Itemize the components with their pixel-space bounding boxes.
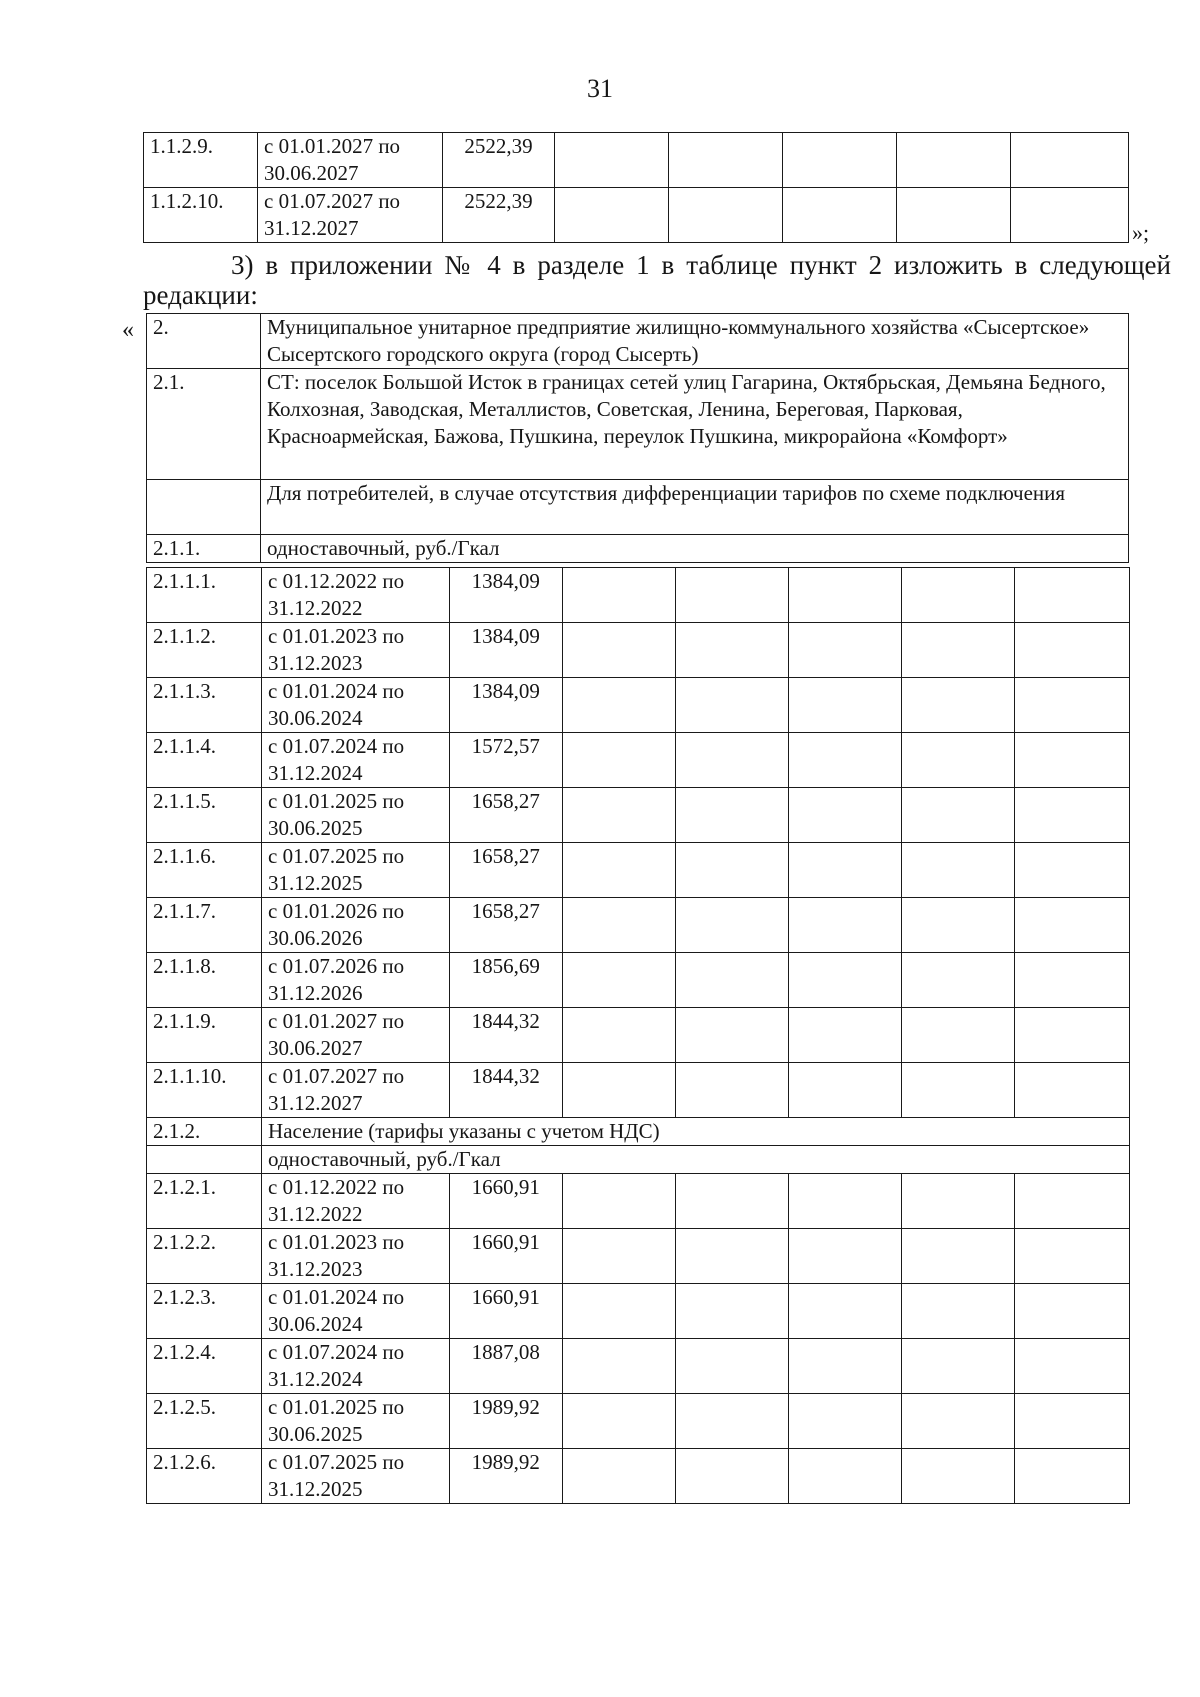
row-value: 1989,92 xyxy=(449,1449,562,1504)
empty-cell xyxy=(788,788,901,843)
empty-cell xyxy=(669,188,783,243)
empty-cell xyxy=(562,1008,675,1063)
row-number: 2.1.2.6. xyxy=(147,1449,262,1504)
empty-cell xyxy=(675,1339,788,1394)
empty-cell xyxy=(562,843,675,898)
empty-cell xyxy=(901,733,1014,788)
empty-cell xyxy=(1014,1284,1129,1339)
single-rate-num: 2.1.1. xyxy=(147,535,261,563)
empty-cell xyxy=(675,678,788,733)
empty-cell xyxy=(897,133,1011,188)
empty-cell xyxy=(675,1063,788,1118)
row-value: 1660,91 xyxy=(449,1284,562,1339)
tariff-row xyxy=(147,953,1130,1008)
row-number: 2.1.1.6. xyxy=(147,843,262,898)
row-number: 2.1.2.4. xyxy=(147,1339,262,1394)
closing-quote: »; xyxy=(1132,220,1150,245)
empty-cell xyxy=(555,133,669,188)
tariff-row xyxy=(147,1394,1130,1449)
tariff-table xyxy=(146,567,1130,1504)
empty-cell xyxy=(901,1229,1014,1284)
row-value: 1572,57 xyxy=(449,733,562,788)
tariff-row xyxy=(147,1174,1130,1229)
row-number: 2.1.2.3. xyxy=(147,1284,262,1339)
row-period: с 01.12.2022 по 31.12.2022 xyxy=(262,568,450,623)
empty-cell xyxy=(675,1008,788,1063)
row-number: 2.1.1.9. xyxy=(147,1008,262,1063)
empty-cell xyxy=(783,133,897,188)
empty-cell xyxy=(1011,188,1129,243)
empty-cell xyxy=(901,1339,1014,1394)
row-number: 2.1.1.5. xyxy=(147,788,262,843)
empty-cell xyxy=(788,1449,901,1504)
row-period: с 01.01.2025 по 30.06.2025 xyxy=(262,1394,450,1449)
row-number: 2.1.1.1. xyxy=(147,568,262,623)
empty-cell xyxy=(1014,623,1129,678)
row-value: 1384,09 xyxy=(449,623,562,678)
population-row xyxy=(147,1118,1130,1146)
population-rate-row-label: одноставочный, руб./Гкал xyxy=(262,1146,1130,1174)
tariff-row xyxy=(147,1063,1130,1118)
empty-cell xyxy=(675,1284,788,1339)
empty-cell xyxy=(562,733,675,788)
row-period: с 01.01.2027 по 30.06.2027 xyxy=(258,133,443,188)
empty-cell xyxy=(788,1339,901,1394)
population-rate-row-num xyxy=(147,1146,262,1174)
row-value: 1658,27 xyxy=(449,788,562,843)
row-period: с 01.01.2027 по 30.06.2027 xyxy=(262,1008,450,1063)
empty-cell xyxy=(901,788,1014,843)
empty-cell xyxy=(901,953,1014,1008)
empty-cell xyxy=(1014,568,1129,623)
empty-cell xyxy=(562,1229,675,1284)
row-period: с 01.01.2023 по 31.12.2023 xyxy=(262,1229,450,1284)
tariff-row xyxy=(144,188,1129,243)
row-value: 2522,39 xyxy=(443,133,555,188)
table3-body xyxy=(147,568,1130,1504)
tariff-row xyxy=(147,788,1130,843)
empty-cell xyxy=(675,1174,788,1229)
page-number: 31 xyxy=(587,74,613,103)
row-number: 2.1.1.3. xyxy=(147,678,262,733)
empty-cell xyxy=(1011,133,1129,188)
row-number: 2.1.1.8. xyxy=(147,953,262,1008)
org-name: Муниципальное унитарное предприятие жилищно-коммунального хозяйства «Сысертское» Сысертского городского округа (город Сысерть) xyxy=(261,314,1129,369)
empty-cell xyxy=(669,133,783,188)
row-number: 1.1.2.9. xyxy=(144,133,258,188)
empty-cell xyxy=(555,188,669,243)
empty-cell xyxy=(783,188,897,243)
row-number: 2.1.2.2. xyxy=(147,1229,262,1284)
empty-cell xyxy=(901,1449,1014,1504)
row-value: 1856,69 xyxy=(449,953,562,1008)
consumers-num-empty xyxy=(147,480,261,535)
empty-cell xyxy=(1014,733,1129,788)
row-period: с 01.07.2026 по 31.12.2026 xyxy=(262,953,450,1008)
empty-cell xyxy=(1014,1174,1129,1229)
st-row xyxy=(147,369,1129,480)
row-value: 1384,09 xyxy=(449,678,562,733)
empty-cell xyxy=(675,733,788,788)
empty-cell xyxy=(788,623,901,678)
row-number: 2.1.1.2. xyxy=(147,623,262,678)
row-number: 2.1.1.10. xyxy=(147,1063,262,1118)
empty-cell xyxy=(901,568,1014,623)
row-period: с 01.07.2025 по 31.12.2025 xyxy=(262,843,450,898)
single-rate-label: одноставочный, руб./Гкал xyxy=(261,535,1129,563)
tariff-row xyxy=(147,678,1130,733)
row-value: 1658,27 xyxy=(449,898,562,953)
opening-quote: « xyxy=(122,317,134,343)
empty-cell xyxy=(675,788,788,843)
consumers-row xyxy=(147,480,1129,535)
empty-cell xyxy=(901,678,1014,733)
row-period: с 01.01.2024 по 30.06.2024 xyxy=(262,678,450,733)
row-value: 1844,32 xyxy=(449,1063,562,1118)
tariff-row xyxy=(147,843,1130,898)
empty-cell xyxy=(788,1229,901,1284)
row-value: 2522,39 xyxy=(443,188,555,243)
empty-cell xyxy=(1014,788,1129,843)
empty-cell xyxy=(1014,678,1129,733)
row-value: 1989,92 xyxy=(449,1394,562,1449)
row-value: 1660,91 xyxy=(449,1174,562,1229)
row-period: с 01.07.2024 по 31.12.2024 xyxy=(262,733,450,788)
empty-cell xyxy=(562,898,675,953)
row-value: 1844,32 xyxy=(449,1008,562,1063)
row-value: 1660,91 xyxy=(449,1229,562,1284)
population-rate-row xyxy=(147,1146,1130,1174)
empty-cell xyxy=(562,568,675,623)
empty-cell xyxy=(901,843,1014,898)
population-row-num: 2.1.2. xyxy=(147,1118,262,1146)
empty-cell xyxy=(1014,1339,1129,1394)
empty-cell xyxy=(675,1229,788,1284)
row-period: с 01.01.2025 по 30.06.2025 xyxy=(262,788,450,843)
row-number: 1.1.2.10. xyxy=(144,188,258,243)
tariff-row xyxy=(147,1284,1130,1339)
row-period: с 01.12.2022 по 31.12.2022 xyxy=(262,1174,450,1229)
tariff-row xyxy=(147,1339,1130,1394)
empty-cell xyxy=(675,898,788,953)
row-number: 2.1.1.7. xyxy=(147,898,262,953)
organization-table xyxy=(146,313,1129,563)
empty-cell xyxy=(562,1174,675,1229)
tariff-row xyxy=(147,898,1130,953)
empty-cell xyxy=(788,568,901,623)
empty-cell xyxy=(788,843,901,898)
row-period: с 01.01.2026 по 30.06.2026 xyxy=(262,898,450,953)
empty-cell xyxy=(788,1174,901,1229)
empty-cell xyxy=(562,953,675,1008)
empty-cell xyxy=(1014,1394,1129,1449)
tariff-row xyxy=(147,1008,1130,1063)
empty-cell xyxy=(901,1063,1014,1118)
row-period: с 01.01.2024 по 30.06.2024 xyxy=(262,1284,450,1339)
row-period: с 01.07.2025 по 31.12.2025 xyxy=(262,1449,450,1504)
empty-cell xyxy=(901,1174,1014,1229)
empty-cell xyxy=(675,953,788,1008)
empty-cell xyxy=(788,678,901,733)
empty-cell xyxy=(901,623,1014,678)
row-value: 1384,09 xyxy=(449,568,562,623)
empty-cell xyxy=(788,1008,901,1063)
empty-cell xyxy=(1014,1229,1129,1284)
table1-body xyxy=(144,133,1129,243)
tariff-row xyxy=(147,623,1130,678)
row-number: 2.1.2.5. xyxy=(147,1394,262,1449)
row-number: 2.1.1.4. xyxy=(147,733,262,788)
empty-cell xyxy=(675,843,788,898)
empty-cell xyxy=(675,623,788,678)
empty-cell xyxy=(675,1449,788,1504)
org-row xyxy=(147,314,1129,369)
empty-cell xyxy=(788,1394,901,1449)
empty-cell xyxy=(901,1284,1014,1339)
empty-cell xyxy=(1014,843,1129,898)
empty-cell xyxy=(788,1063,901,1118)
empty-cell xyxy=(788,733,901,788)
tariff-row xyxy=(147,568,1130,623)
single-rate-row xyxy=(147,535,1129,563)
empty-cell xyxy=(1014,953,1129,1008)
empty-cell xyxy=(562,1449,675,1504)
tariff-row xyxy=(147,1229,1130,1284)
empty-cell xyxy=(788,898,901,953)
empty-cell xyxy=(1014,1008,1129,1063)
empty-cell xyxy=(562,788,675,843)
population-row-label: Население (тарифы указаны с учетом НДС) xyxy=(262,1118,1130,1146)
empty-cell xyxy=(562,1339,675,1394)
empty-cell xyxy=(562,1394,675,1449)
empty-cell xyxy=(901,898,1014,953)
tariff-row xyxy=(147,1449,1130,1504)
empty-cell xyxy=(901,1394,1014,1449)
empty-cell xyxy=(1014,1449,1129,1504)
empty-cell xyxy=(1014,898,1129,953)
tariff-table-continuation xyxy=(143,132,1129,243)
empty-cell xyxy=(562,623,675,678)
empty-cell xyxy=(675,1394,788,1449)
row-value: 1887,08 xyxy=(449,1339,562,1394)
empty-cell xyxy=(562,1063,675,1118)
tariff-row xyxy=(144,133,1129,188)
empty-cell xyxy=(901,1008,1014,1063)
empty-cell xyxy=(562,678,675,733)
tariff-row xyxy=(147,733,1130,788)
empty-cell xyxy=(788,953,901,1008)
row-period: с 01.07.2027 по 31.12.2027 xyxy=(262,1063,450,1118)
st-text: СТ: поселок Большой Исток в границах сетей улиц Гагарина, Октябрьская, Демьяна Бедного, Колхозная, Заводская, Металлистов, Советская, Ленина, Береговая, Парковая, Красноармейская, Бажова, Пушкина, переулок Пушкина, микрорайона «Комфорт» xyxy=(261,369,1129,480)
empty-cell xyxy=(562,1284,675,1339)
consumers-text: Для потребителей, в случае отсутствия дифференциации тарифов по схеме подключения xyxy=(261,480,1129,535)
st-num: 2.1. xyxy=(147,369,261,480)
empty-cell xyxy=(675,568,788,623)
row-period: с 01.07.2024 по 31.12.2024 xyxy=(262,1339,450,1394)
empty-cell xyxy=(788,1284,901,1339)
empty-cell xyxy=(897,188,1011,243)
row-number: 2.1.2.1. xyxy=(147,1174,262,1229)
empty-cell xyxy=(1014,1063,1129,1118)
row-period: с 01.07.2027 по 31.12.2027 xyxy=(258,188,443,243)
row-period: с 01.01.2023 по 31.12.2023 xyxy=(262,623,450,678)
amendment-paragraph: 3) в приложении № 4 в разделе 1 в таблице пункт 2 изложить в следующей редакции: xyxy=(143,250,1171,310)
org-num: 2. xyxy=(147,314,261,369)
row-value: 1658,27 xyxy=(449,843,562,898)
